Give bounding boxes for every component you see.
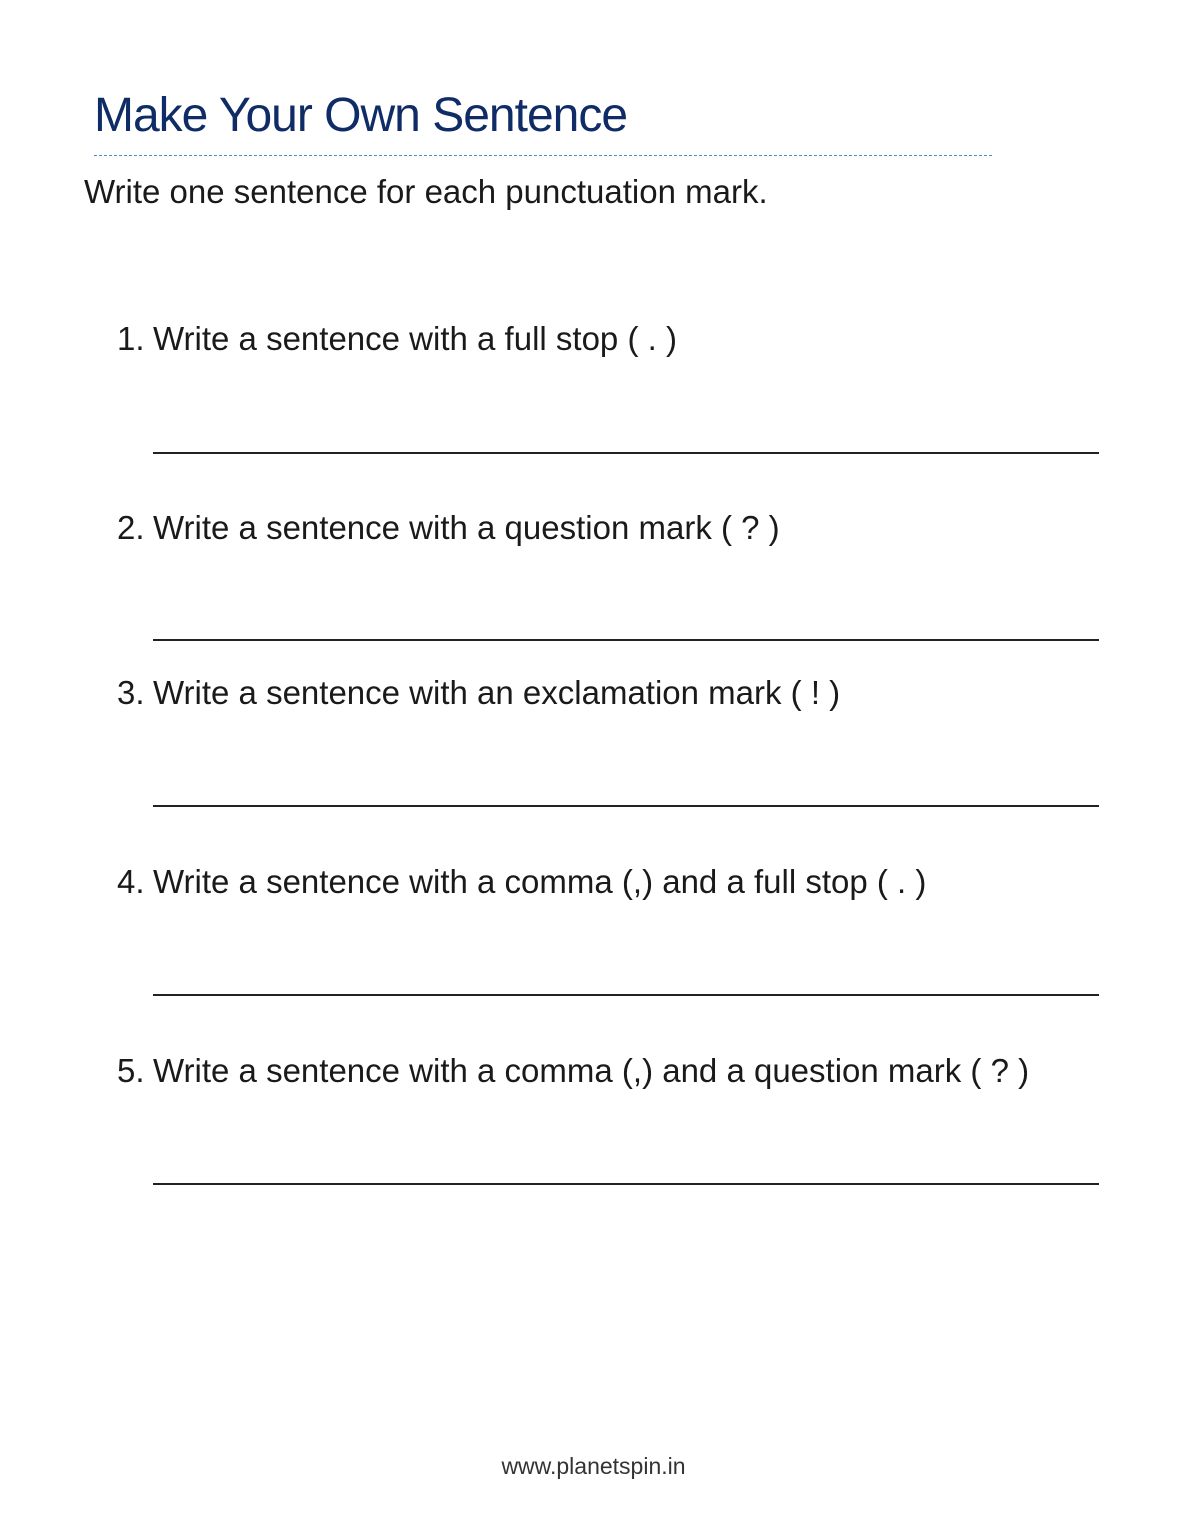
- question-1: [117, 319, 677, 359]
- question-number: 5.: [117, 1052, 145, 1089]
- question-4: [117, 862, 926, 902]
- question-text: Write a sentence with an exclamation mark ( ! ): [153, 674, 841, 711]
- question-number: 2.: [117, 509, 145, 546]
- question-number: 3.: [117, 674, 145, 711]
- question-number: 4.: [117, 863, 145, 900]
- question-text: Write a sentence with a comma (,) and a question mark ( ? ): [153, 1052, 1030, 1089]
- instructions-text: Write one sentence for each punctuation mark.: [84, 173, 768, 210]
- answer-line-2[interactable]: [153, 639, 1099, 641]
- question-text: Write a sentence with a comma (,) and a full stop ( . ): [153, 863, 927, 900]
- title-divider: [94, 155, 992, 156]
- answer-line-1[interactable]: [153, 452, 1099, 454]
- footer-website: www.planetspin.in: [501, 1453, 686, 1479]
- question-2: [117, 508, 780, 548]
- question-text: Write a sentence with a question mark ( ? ): [153, 509, 780, 546]
- question-5: [117, 1051, 1029, 1091]
- answer-line-4[interactable]: [153, 994, 1099, 996]
- question-text: Write a sentence with a full stop ( . ): [153, 320, 677, 357]
- question-3: [117, 673, 840, 713]
- answer-line-3[interactable]: [153, 805, 1099, 807]
- answer-line-5[interactable]: [153, 1183, 1099, 1185]
- question-number: 1.: [117, 320, 145, 357]
- page-title: Make Your Own Sentence: [94, 89, 628, 142]
